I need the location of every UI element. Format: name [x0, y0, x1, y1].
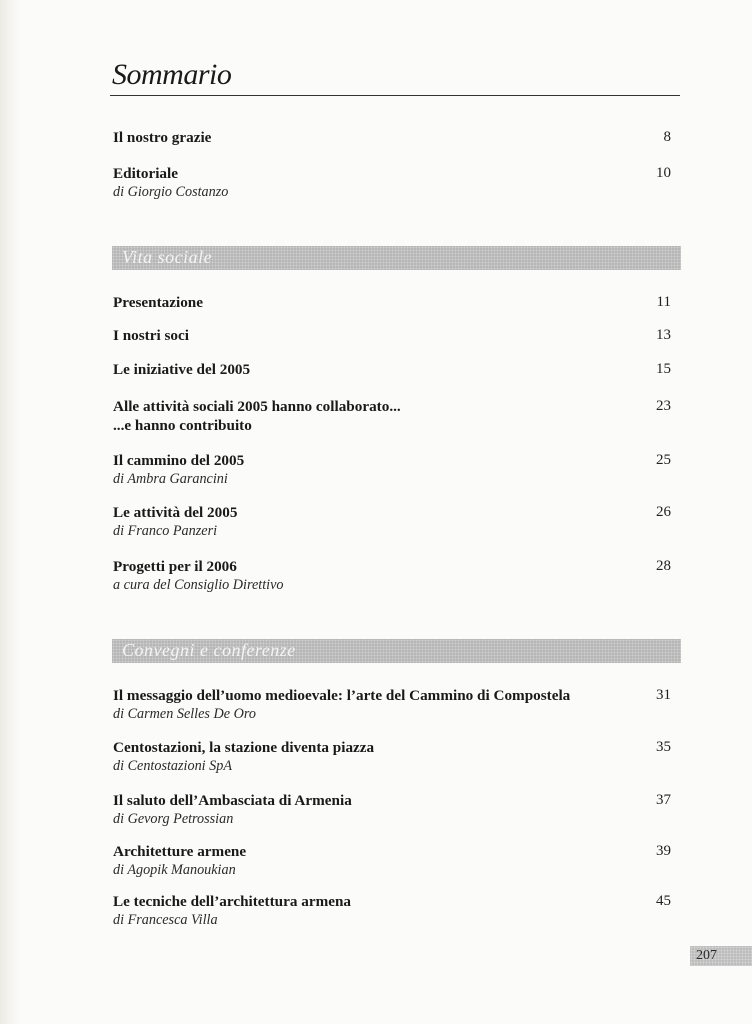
page-edge: [0, 0, 22, 1024]
entry-title: Il messaggio dell’uomo medioevale: l’arte del Cammino di Compostela: [113, 687, 571, 704]
entry-page: 25: [656, 452, 671, 468]
entry-title: Alle attività sociali 2005 hanno collaborato...: [113, 398, 401, 415]
entry-page: 23: [656, 398, 671, 414]
toc-entry: [113, 451, 683, 488]
entry-author: di Gevorg Petrossian: [113, 811, 234, 827]
toc-entry: [113, 326, 683, 345]
toc-entry: [113, 686, 683, 723]
entry-author: di Carmen Selles De Oro: [113, 706, 256, 722]
toc-entry: [113, 128, 683, 147]
entry-page: 31: [656, 687, 671, 703]
toc-entry: [113, 503, 683, 540]
entry-page: 35: [656, 739, 671, 755]
entry-title: Editoriale: [113, 165, 178, 182]
entry-title: Le tecniche dell’architettura armena: [113, 893, 352, 910]
entry-title: Progetti per il 2006: [113, 558, 237, 575]
section-header: [112, 246, 681, 270]
entry-title: Il saluto dell’Ambasciata di Armenia: [113, 792, 352, 809]
entry-title-continued: ...e hanno contribuito: [113, 417, 252, 434]
entry-title: I nostri soci: [113, 327, 189, 344]
toc-entry: [113, 738, 683, 775]
entry-author: di Giorgio Costanzo: [113, 184, 229, 200]
entry-page: 28: [656, 558, 671, 574]
toc-entry: [113, 293, 683, 312]
toc-entry: [113, 842, 683, 879]
entry-page: 15: [656, 361, 671, 377]
entry-page: 10: [656, 165, 671, 181]
toc-entry: [113, 892, 683, 929]
entry-page: 39: [656, 843, 671, 859]
entry-author: di Ambra Garancini: [113, 471, 228, 487]
section-header: [112, 639, 681, 663]
toc-entry: [113, 557, 683, 594]
entry-title: Architetture armene: [113, 843, 247, 860]
entry-page: 45: [656, 893, 671, 909]
entry-author: di Francesca Villa: [113, 912, 218, 928]
entry-page: 26: [656, 504, 671, 520]
entry-title: Centostazioni, la stazione diventa piazza: [113, 739, 375, 756]
entry-title: Le attività del 2005: [113, 504, 238, 521]
page-title: Sommario: [112, 58, 232, 91]
entry-page: 8: [663, 129, 671, 145]
page-number: 207: [690, 946, 752, 966]
toc-entry: [113, 360, 683, 379]
entry-page: 37: [656, 792, 671, 808]
toc-entry: [113, 397, 683, 435]
toc-entry: [113, 164, 683, 201]
entry-page: 13: [656, 327, 671, 343]
section-label: Convegni e conferenze: [122, 640, 296, 660]
entry-author: a cura del Consiglio Direttivo: [113, 577, 284, 593]
entry-title: Il nostro grazie: [113, 129, 212, 146]
section-label: Vita sociale: [122, 247, 213, 267]
title-rule: [110, 95, 680, 96]
toc-entry: [113, 791, 683, 828]
entry-author: di Agopik Manoukian: [113, 862, 236, 878]
entry-title: Il cammino del 2005: [113, 452, 245, 469]
entry-title: Presentazione: [113, 294, 203, 311]
entry-title: Le iniziative del 2005: [113, 361, 251, 378]
entry-author: di Centostazioni SpA: [113, 758, 233, 774]
entry-page: 11: [656, 294, 671, 310]
entry-author: di Franco Panzeri: [113, 523, 218, 539]
